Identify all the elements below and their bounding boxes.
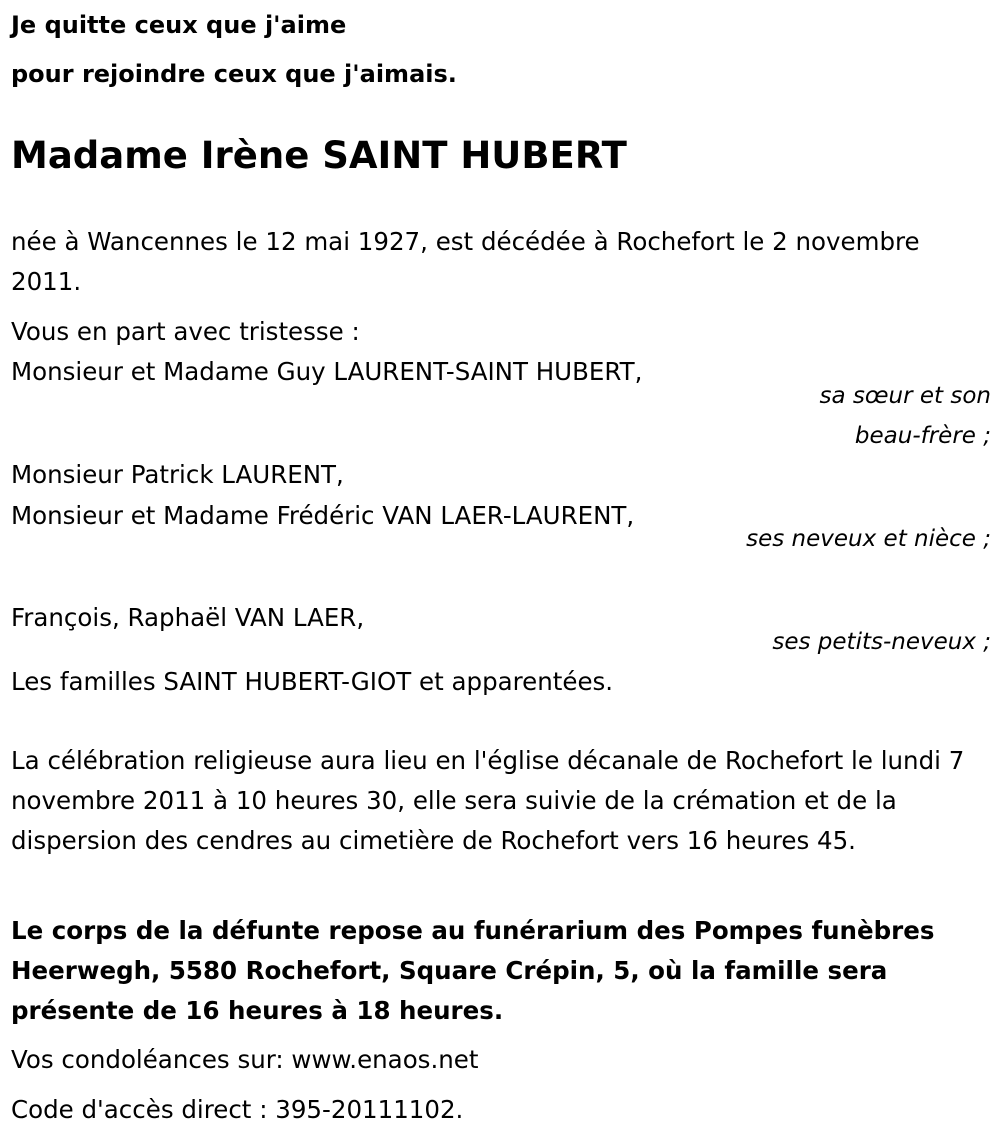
birth-death-statement: née à Wancennes le 12 mai 1927, est décédée à Rochefort le 2 novembre 2011.	[11, 227, 920, 296]
deceased-name: Madame Irène SAINT HUBERT	[11, 134, 627, 177]
family-member-3: Monsieur et Madame Frédéric VAN LAER-LAURENT,	[11, 501, 635, 530]
family-member-2: Monsieur Patrick LAURENT,	[11, 460, 344, 489]
family-member-5: Les familles SAINT HUBERT-GIOT et apparentées.	[11, 667, 614, 696]
family-member-4: François, Raphaël VAN LAER,	[11, 603, 365, 632]
announcement-intro: Vous en part avec tristesse :	[11, 317, 360, 346]
family-relation-3: ses petits-neveux ;	[772, 629, 991, 655]
family-relation-2: ses neveux et nièce ;	[746, 526, 991, 552]
ceremony-details: La célébration religieuse aura lieu en l'église décanale de Rochefort le lundi 7 novembre 2011 à 10 heures 30, elle sera suivie de la crémation et de la dispersion des cendres au cimetière de Rochefort vers 16 heures 45.	[11, 746, 965, 855]
epitaph-line-2: pour rejoindre ceux que j'aimais.	[11, 60, 457, 88]
family-relation-1: sa sœur et son beau-frère ;	[819, 383, 991, 449]
access-code: Code d'accès direct : 395-20111102.	[11, 1095, 464, 1124]
funeral-home-details: Le corps de la défunte repose au funérarium des Pompes funèbres Heerwegh, 5580 Rochefort, Square Crépin, 5, où la famille sera présente de 16 heures à 18 heures.	[11, 916, 935, 1025]
epitaph-line-1: Je quitte ceux que j'aime	[11, 11, 347, 39]
family-member-1: Monsieur et Madame Guy LAURENT-SAINT HUBERT,	[11, 357, 643, 386]
condolences-link: Vos condoléances sur: www.enaos.net	[11, 1045, 479, 1074]
